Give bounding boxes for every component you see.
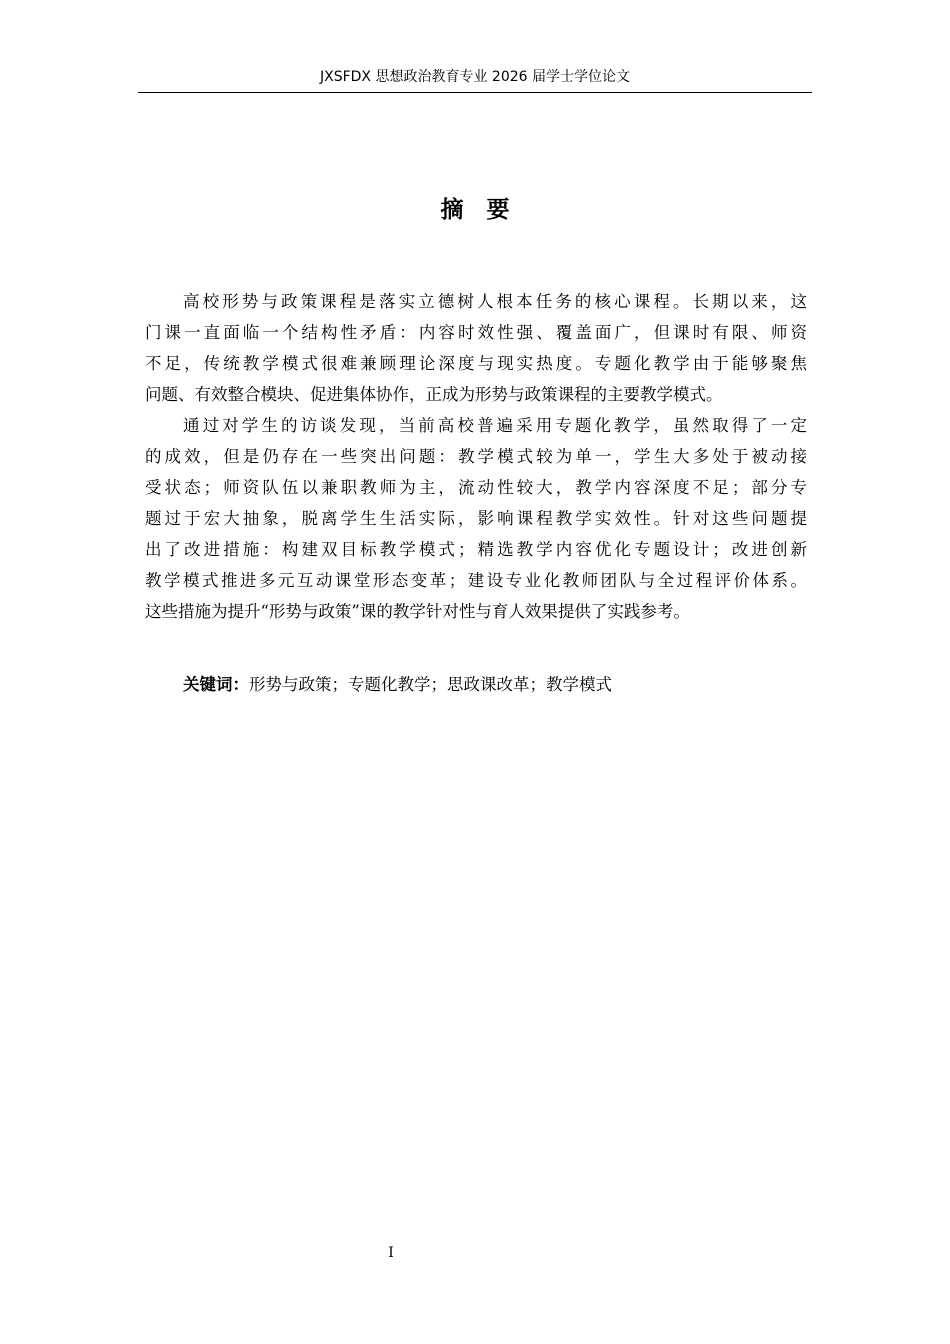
abstract-line: 不足，传统教学模式很难兼顾理论深度与现实热度。专题化教学由于能够聚焦	[145, 354, 807, 373]
abstract-line: 的成效，但是仍存在一些突出问题：教学模式较为单一，学生大多处于被动接	[145, 447, 807, 466]
abstract-line: 门课一直面临一个结构性矛盾：内容时效性强、覆盖面广，但课时有限、师资	[145, 323, 807, 342]
header-divider	[138, 92, 812, 93]
abstract-line: 这些措施为提升“形势与政策”课的教学针对性与育人效果提供了实践参考。	[145, 602, 690, 621]
abstract-line: 出了改进措施：构建双目标教学模式；精选教学内容优化专题设计；改进创新	[145, 540, 807, 559]
abstract-title: 摘 要	[440, 197, 510, 223]
abstract-line: 高校形势与政策课程是落实立德树人根本任务的核心课程。长期以来，这	[183, 292, 807, 311]
page-header: JXSFDX 思想政治教育专业 2026 届学士学位论文	[319, 69, 630, 85]
abstract-line: 问题、有效整合模块、促进集体协作，正成为形势与政策课程的主要教学模式。	[145, 385, 723, 404]
abstract-line: 通过对学生的访谈发现，当前高校普遍采用专题化教学，虽然取得了一定	[183, 416, 807, 435]
page-number: I	[388, 1245, 394, 1261]
keywords	[183, 669, 807, 700]
abstract-line: 受状态；师资队伍以兼职教师为主，流动性较大，教学内容深度不足；部分专	[145, 478, 807, 497]
keywords-label: 关键词：	[183, 675, 249, 694]
abstract-body	[145, 286, 807, 627]
keywords-value: 形势与政策；专题化教学；思政课改革；教学模式	[249, 675, 612, 694]
abstract-line: 教学模式推进多元互动课堂形态变革；建设专业化教师团队与全过程评价体系。	[145, 571, 807, 590]
abstract-line: 题过于宏大抽象，脱离学生生活实际，影响课程教学实效性。针对这些问题提	[145, 509, 807, 528]
